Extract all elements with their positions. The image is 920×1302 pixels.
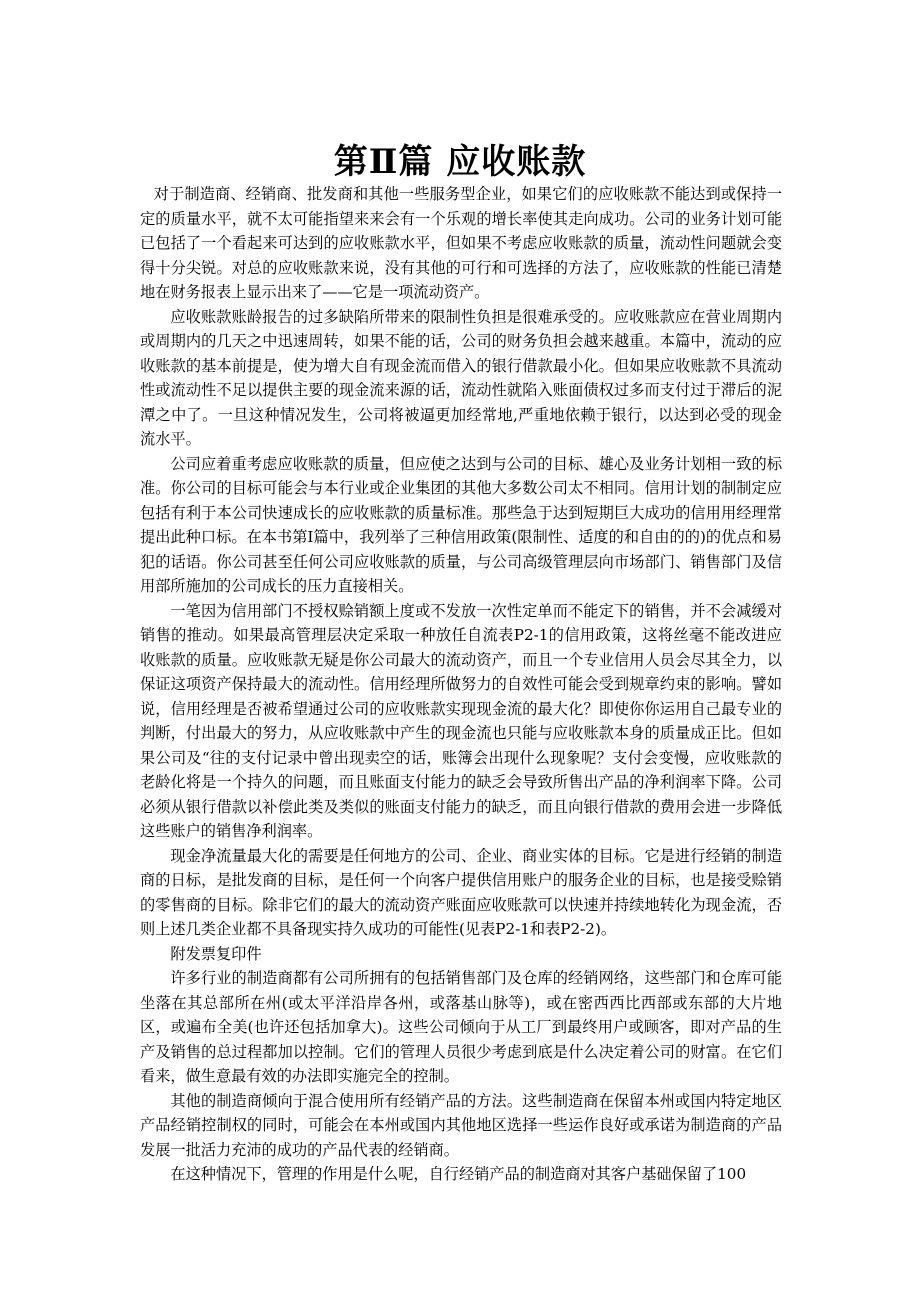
section-heading: 附发票复印件 — [170, 944, 262, 963]
paragraph: 现金净流量最大化的需要是任何地方的公司、企业、商业实体的目标。它是进行经销的制造商的日标，是批发商的目标，是任何一个向客户提供信用账户的服务企业的目标，也是接受赊销的零售商的目标。除非它们的最大的流动资产账面应收账款可以快速并持续地转化为现金流，否则上述几类企业都不具备现实持久成功的可能性(见表P2-1和表P2-2)。 — [140, 846, 782, 938]
page-title: 第Ⅱ篇 应收账款 — [333, 142, 587, 182]
paragraph: 公司应着重考虑应收账款的质量，但应使之达到与公司的目标、雄心及业务计划相一致的标准。你公司的目标可能会与本行业或企业集团的其他大多数公司太不相同。信用计划的制制定应包括有利于本公司快速成长的应收账款的质量标准。那些急于达到短期巨大成功的信用用经理常提出此种口标。在本书第Ⅰ篇中，我列举了三种信用政策(限制性、适度的和自由的的)的优点和易犯的话语。你公司甚至任何公司应收账款的质量，与公司高级管理层向市场部门、销售部门及信用部所施加的公司成长的压力直接相关。 — [140, 454, 782, 595]
paragraph: 应收账款账龄报告的过多缺陷所带来的限制性负担是很难承受的。应收账款应在营业周期内或周期内的几天之中迅速周转，如果不能的话，公司的财务负担会越来越重。本篇中，流动的应收账款的基本前提是，使为增大自有现金流而借入的银行借款最小化。但如果应收账款不具流动性或流动性不足以提供主要的现金流来源的话，流动性就陷入账面债权过多而支付过于滞后的泥潭之中了。一旦这种情况发生，公司将被逼更加经常地,严重地依赖于银行，以达到必受的现金流水平。 — [140, 307, 782, 448]
paragraph: 在这种情况下，管理的作用是什么呢，自行经销产品的制造商对其客户基础保留了100 — [170, 1165, 747, 1183]
paragraph: 许多行业的制造商都有公司所拥有的包括销售部门及仓库的经销网络，这些部门和仓库可能坐落在其总部所在州(或太平洋沿岸各州，或落基山脉等)，或在密西西比西部或东部的大片地区，或遍布全美(也许还包括加拿大)。这些公司倾向于从工厂到最终用户或顾客，即对产品的生产及销售的总过程都加以控制。它们的管理人员很少考虑到底是什么决定着公司的财富。在它们看来，做生意最有效的办法即实施完全的控制。 — [140, 969, 782, 1085]
paragraph: 一笔因为信用部门不授权赊销额上度或不发放一次性定单而不能定下的销售，并不会减缓对销售的推动。如果最高管理层决定采取一种放任自流表P2-1的信用政策，这将丝毫不能改进应收账款的质量。应收账款无疑是你公司最大的流动资产，而且一个专业信用人员会尽其全力，以保证这项资产保持最大的流动性。信用经理所做努力的自效性可能会受到规章约束的影响。譬如说，信用经理是否被希望通过公司的应收账款实现现金流的最大化？即使你你运用自己最专业的判断，付出最大的努力，从应收账款中产生的现金流也只能与应收账款本身的质量成正比。但如果公司及“往的支付记录中曾出现卖空的话，账簿会出现什么现象呢？支付会变慢，应收账款的老龄化将是一个持久的问题，而且账面支付能力的缺乏会导致所售出产品的净利润率下降。公司必须从银行借款以补偿此类及类似的账面支付能力的缺乏，而且向银行借款的费用会进一步降低这些账户的销售净利润率。 — [140, 601, 782, 840]
document-body — [140, 182, 782, 1187]
paragraph: 其他的制造商倾向于混合使用所有经销产品的方法。这些制造商在保留本州或国内特定地区产品经销控制权的同时，可能会在本州或国内其他地区选择一些运作良好或承诺为制造商的产品发展一批活力充沛的成功的产品代表的经销商。 — [140, 1091, 782, 1159]
paragraph: 对于制造商、经销商、批发商和其他一些服务型企业，如果它们的应收账款不能达到或保持一定的质量水平，就不太可能指望来来会有一个乐观的增长率使其走向成功。公司的业务计划可能已包括了一个看起来可达到的应收账款水平，但如果不考虑应收账款的质量，流动性问题就会变得十分尖锐。对总的应收账款来说，没有其他的可行和可选择的方法了，应收账款的性能已清楚地在财务报表上显示出来了——它是一项流动资产。 — [140, 185, 782, 301]
